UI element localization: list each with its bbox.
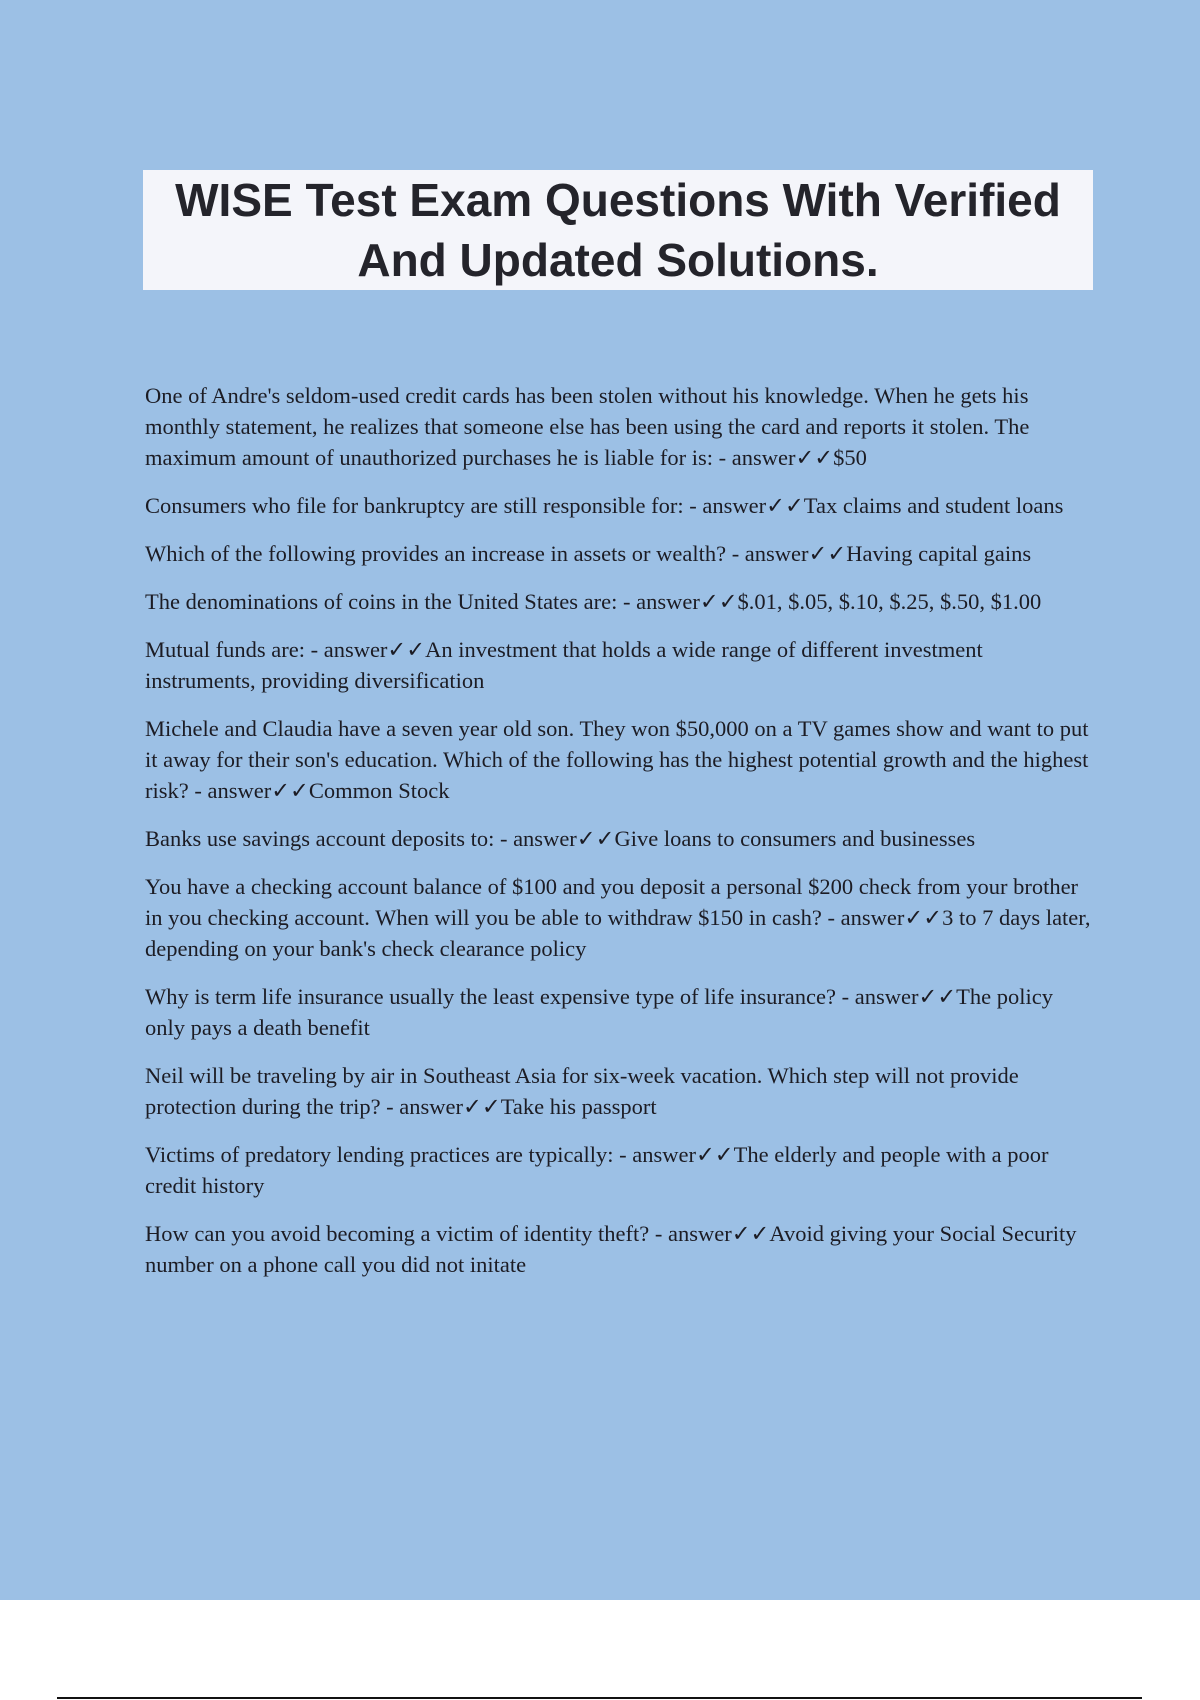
qa-list [145, 380, 1095, 1297]
qa-item-savings-deposits: Banks use savings account deposits to: - answer✓✓Give loans to consumers and businesses [145, 826, 976, 851]
page-title-line-1: WISE Test Exam Questions With Verified [175, 174, 1061, 226]
qa-item-bankruptcy: Consumers who file for bankruptcy are still responsible for: - answer✓✓Tax claims and student loans [145, 493, 1064, 518]
page-title-line-2: And Updated Solutions. [357, 234, 879, 286]
qa-item-identity-theft: How can you avoid becoming a victim of identity theft? - answer✓✓Avoid giving your Social Security number on a phone call you did not initate [145, 1221, 1077, 1277]
qa-item-education-savings: Michele and Claudia have a seven year old son. They won $50,000 on a TV games show and want to put it away for their son's education. Which of the following has the highest potential growth and the highest risk? - answer✓✓Common Stock [145, 716, 1089, 803]
qa-item-term-life: Why is term life insurance usually the least expensive type of life insurance? - answer✓✓The policy only pays a death benefit [145, 984, 1054, 1040]
title-banner [143, 170, 1093, 290]
qa-item-assets: Which of the following provides an increase in assets or wealth? - answer✓✓Having capital gains [145, 541, 1032, 566]
qa-item-check-clearance: You have a checking account balance of $100 and you deposit a personal $200 check from your brother in you checking account. When will you be able to withdraw $150 in cash? - answer✓✓3 to 7 days later, depending on your bank's check clearance policy [145, 874, 1091, 961]
qa-item-mutual-funds: Mutual funds are: - answer✓✓An investment that holds a wide range of different investment instruments, providing diversification [145, 637, 983, 693]
qa-item-coins: The denominations of coins in the United States are: - answer✓✓$.01, $.05, $.10, $.25, $.50, $1.00 [145, 589, 1042, 614]
qa-item-travel: Neil will be traveling by air in Southeast Asia for six-week vacation. Which step will not provide protection during the trip? - answer✓✓Take his passport [145, 1063, 1019, 1119]
qa-item-credit-card: One of Andre's seldom-used credit cards has been stolen without his knowledge. When he gets his monthly statement, he realizes that someone else has been using the card and reports it stolen. The maximum amount of unauthorized purchases he is liable for is: - answer✓✓$50 [145, 383, 1030, 470]
qa-item-predatory-lending: Victims of predatory lending practices are typically: - answer✓✓The elderly and people with a poor credit history [145, 1142, 1049, 1198]
footer-divider [57, 1697, 1142, 1699]
